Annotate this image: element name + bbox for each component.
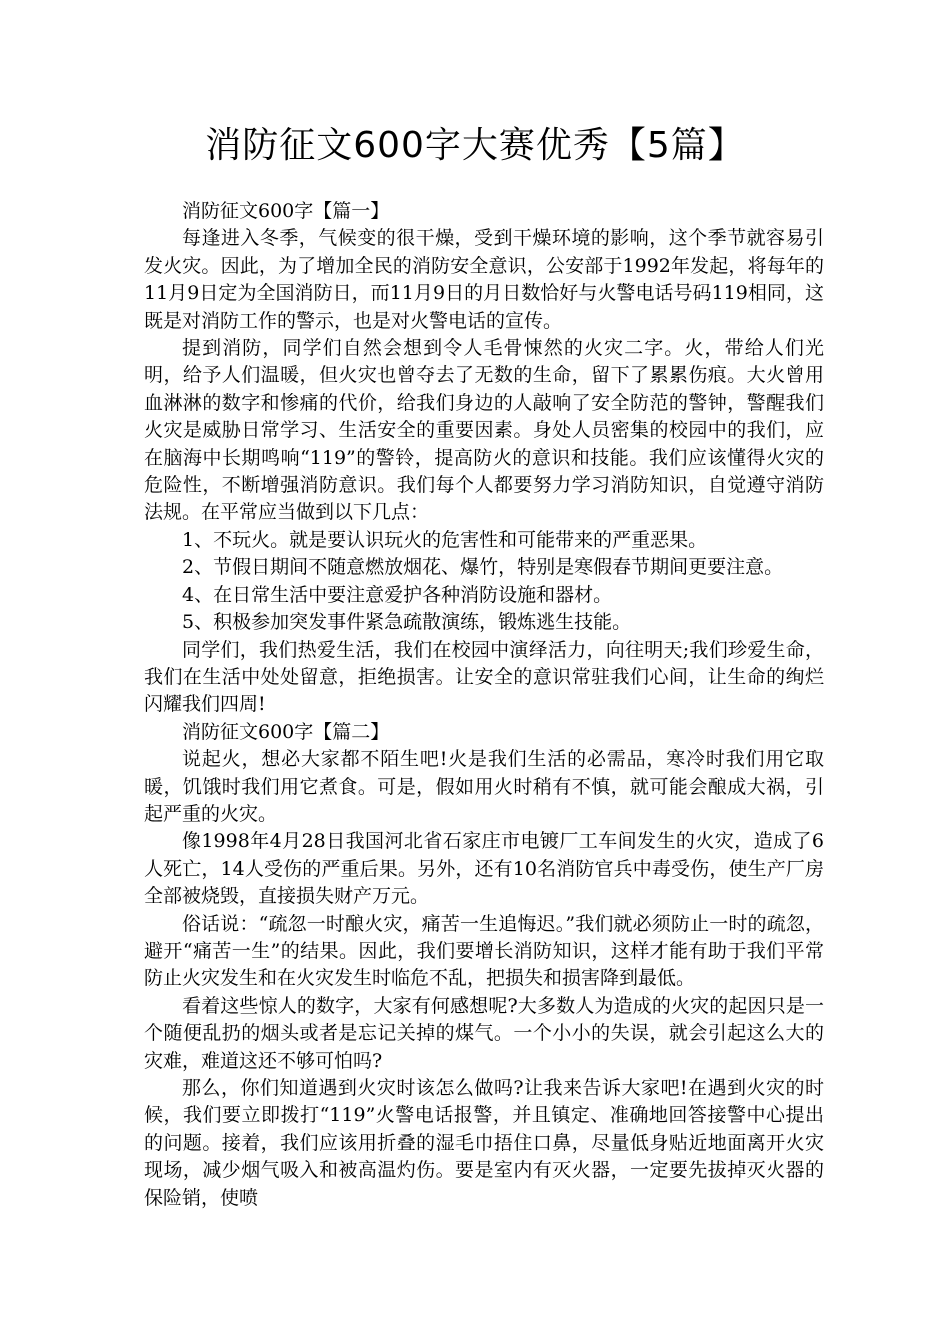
section-heading: 消防征文600字【篇一】 <box>182 200 390 222</box>
section-heading: 消防征文600字【篇二】 <box>182 720 390 743</box>
paragraph: 看着这些惊人的数字，大家有何感想呢?大多数人为造成的火灾的起因只是一个随便乱扔的烟头或者是忘记关掉的煤气。一个小小的失误，就会引起这么大的灾难，难道这还不够可怕吗? <box>144 994 824 1072</box>
paragraph: 像1998年4月28日我国河北省石家庄市电镀厂工车间发生的火灾，造成了6人死亡，14人受伤的严重后果。另外，还有10名消防官兵中毒受伤，使生产厂房全部被烧毁，直接损失财产万元。 <box>144 830 824 908</box>
document-title: 消防征文600字大赛优秀【5篇】 <box>205 125 745 166</box>
list-item: 1、不玩火。就是要认识玩火的危害性和可能带来的严重恶果。 <box>182 528 708 551</box>
list-item: 4、在日常生活中要注意爱护各种消防设施和器材。 <box>182 583 613 606</box>
paragraph: 说起火，想必大家都不陌生吧!火是我们生活的必需品，寒冷时我们用它取暖，饥饿时我们用它煮食。可是，假如用火时稍有不慎，就可能会酿成大祸，引起严重的火灾。 <box>144 748 824 825</box>
paragraph: 那么，你们知道遇到火灾时该怎么做吗?让我来告诉大家吧!在遇到火灾的时候，我们要立即拨打“119”火警电话报警，并且镇定、准确地回答接警中心提出的问题。接着，我们应该用折叠的湿毛巾捂住口鼻，尽量低身贴近地面离开火灾现场，减少烟气吸入和被高温灼伤。要是室内有灭火器，一定要先拔掉灭火器的保险销，使喷 <box>144 1077 824 1209</box>
paragraph: 每逢进入冬季，气候变的很干燥，受到干燥环境的影响，这个季节就容易引发火灾。因此，为了增加全民的消防安全意识，公安部于1992年发起，将每年的11月9日定为全国消防日，而11月9日的月日数恰好与火警电话号码119相同，这既是对消防工作的警示，也是对火警电话的宣传。 <box>144 227 824 332</box>
list-item: 5、积极参加突发事件紧急疏散演练，锻炼逃生技能。 <box>182 611 632 634</box>
paragraph: 提到消防，同学们自然会想到令人毛骨悚然的火灾二字。火，带给人们光明，给予人们温暖，但火灾也曾夺去了无数的生命，留下了累累伤痕。大火曾用血淋淋的数字和惨痛的代价，给我们身边的人敲响了安全防范的警钟，警醒我们火灾是威胁日常学习、生活安全的重要因素。身处人员密集的校园中的我们，应在脑海中长期鸣响“119”的警铃，提高防火的意识和技能。我们应该懂得火灾的危险性，不断增强消防意识。我们每个人都要努力学习消防知识，自觉遵守消防法规。在平常应当做到以下几点： <box>144 337 824 524</box>
list-item: 2、节假日期间不随意燃放烟花、爆竹，特别是寒假春节期间更要注意。 <box>182 556 784 579</box>
document-body <box>144 198 824 1212</box>
paragraph: 俗话说：“疏忽一时酿火灾，痛苦一生追悔迟。”我们就必须防止一时的疏忽，避开“痛苦一生”的结果。因此，我们要增长消防知识，这样才能有助于我们平常防止火灾发生和在火灾发生时临危不乱，把损失和损害降到最低。 <box>144 912 824 990</box>
paragraph: 同学们，我们热爱生活，我们在校园中演绎活力，向往明天;我们珍爱生命，我们在生活中处处留意，拒绝损害。让安全的意识常驻我们心间，让生命的绚烂闪耀我们四周! <box>144 638 824 716</box>
